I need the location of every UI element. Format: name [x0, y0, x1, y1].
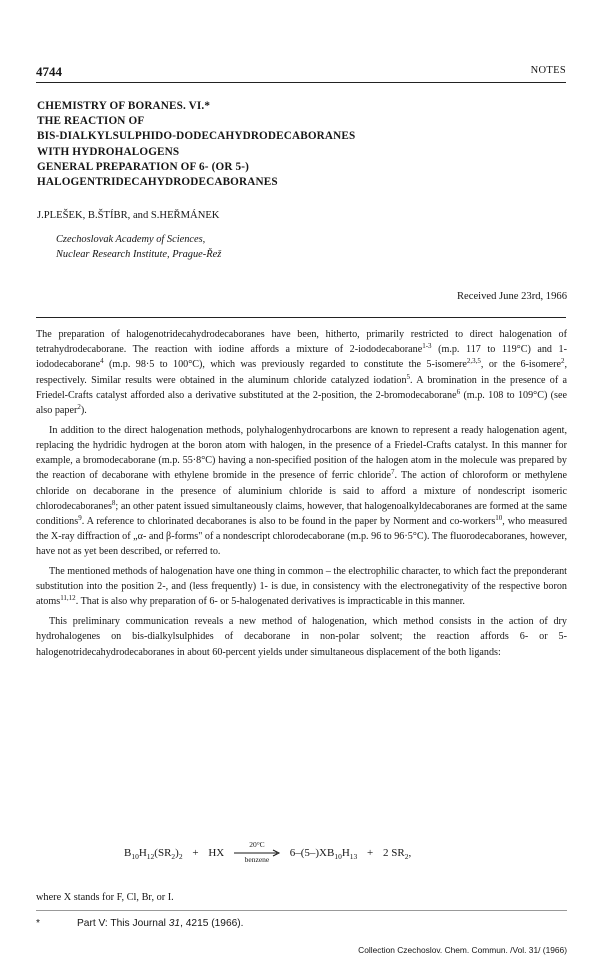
citation-ref: 4 — [100, 357, 104, 366]
paragraph-text: This preliminary communication reveals a new method of halogenation, which method consists in the action of dry hydrohalogenes on bis-dialkylsulphides of decaborane in non-polar solvent; the reaction affords 6- or 5-halogenotridecahydrodecaboranes in about 60-percent yields under simultaneous displacement of the both ligands: — [36, 616, 567, 658]
citation-ref: 2 — [560, 357, 565, 366]
authors: J.PLEŠEK, B.ŠTÍBR, and S.HEŘMÁNEK — [37, 210, 220, 221]
citation-ref: 1-3 — [422, 342, 432, 351]
reaction-equation — [124, 842, 411, 866]
arrow-condition-solvent: benzene — [244, 855, 270, 864]
citation-ref: 7 — [390, 468, 395, 477]
citation-ref: 5 — [406, 372, 411, 381]
paragraph-text: , or the 6-isomere — [480, 359, 561, 371]
footnote-volume: 31 — [168, 918, 181, 929]
paragraph-text: . A reference to chlorinated decaboranes is also to be found in the paper by Norment and co-workers — [81, 515, 496, 527]
title-line: THE REACTION OF — [37, 115, 145, 128]
footnote-mark: * — [36, 918, 40, 929]
paragraph-text: . A bromination in the presence of a Friedel-Crafts catalyst afforded also a derivative substituted at the 2-position, the 2-bromodecaborane — [36, 374, 567, 401]
paragraph-text: (m.p. 108 to 109°C) (see also paper — [36, 389, 567, 417]
title-line: WITH HYDROHALOGENS — [37, 145, 180, 158]
paragraph-text: . That is also why preparation of 6- or 5-halogenated derivatives is impracticable in this manner. — [75, 596, 465, 608]
citation-ref: 10 — [495, 513, 503, 522]
title-line: GENERAL PREPARATION OF 6- (OR 5-) — [37, 160, 250, 173]
body-rule — [36, 317, 566, 318]
reaction-arrow — [233, 842, 281, 864]
citation-ref: 9 — [78, 513, 82, 522]
article-title — [37, 99, 557, 190]
body-paragraph — [36, 327, 567, 418]
citation-ref: 11,12 — [60, 594, 76, 603]
affiliation-line: Nuclear Research Institute, Prague-Řež — [56, 249, 222, 260]
citation-ref: 6 — [456, 387, 461, 396]
received-date: Received June 23rd, 1966 — [456, 291, 567, 302]
body-paragraph — [36, 614, 567, 660]
where-clause: where X stands for F, Cl, Br, or I. — [36, 892, 174, 903]
paragraph-text: The mentioned methods of halogenation have one thing in common – the electrophilic character, to which fact the preponderant substitution into the position 2-, and (less frequently) 1- is due, in consistency with the electronegativity of the respective boron atoms — [36, 566, 567, 608]
citation-ref: 2 — [77, 403, 81, 412]
title-line: CHEMISTRY OF BORANES. VI.* — [37, 100, 211, 112]
product: $6-(5-)XB_{10}H_{13}$ — [289, 847, 358, 861]
paragraph-text: , who measured the X-ray diffraction of „α- and β-forms" of a nondescript chlorodecaborane (m.p. 96 to 96·5°C). The fluorodecaboranes, however, have not as yet been described, or referred to. — [36, 515, 568, 558]
plus-sign: + — [192, 847, 199, 859]
paragraph-text: ; an other patent issued simultaneously claims, however, that halogenoalkyldecaboranes are formed at the same conditions — [36, 500, 567, 527]
affiliation-line: Czechoslovak Academy of Sciences, — [56, 234, 206, 245]
journal-citation: Collection Czechoslov. Chem. Commun. /Vol. 31/ (1966) — [358, 945, 567, 955]
page-number: 4744 — [36, 64, 62, 79]
paragraph-text: . The action of chloroform or methylene chloride on decaborane in the presence of aluminium chloride is said to afford a mixture of nondescript isomeric chlorodecaboranes — [36, 470, 567, 512]
footnote-rule — [36, 910, 567, 911]
paragraph-text: ). — [80, 405, 87, 417]
byproduct: 2 $SR_2$, — [382, 847, 412, 861]
article-body — [36, 327, 567, 664]
running-header — [36, 64, 566, 80]
footnote: * Part V: This Journal 31, 4215 (1966). — [36, 918, 244, 929]
paragraph-text: In addition to the direct halogenation methods, polyhalogenhydrocarbons are known to represent a ready halogenation agent, replacing the hydridic hydrogen at the boron atom with halogen, in the presence of a Friedel-Crafts catalyst. In this manner for example, a bromodecaborane (m.p. 55·8°C) having a non-specified position of the halogen atom in the molecule was prepared by the reaction of decaborane with ethylene bromide in the presence of ferric chloride — [36, 424, 567, 482]
citation-ref: 2,3,5 — [466, 357, 481, 366]
arrow-condition-temp: 20°C — [249, 840, 265, 849]
paragraph-text: The preparation of halogenotridecahydrodecaboranes have been, hitherto, primarily restricted to direct halogenation of tetrahydrodecaborane. The reaction with iodine affords a mixture of 2-iododecaborane — [36, 329, 567, 356]
title-line: BIS-DIALKYLSULPHIDO-DODECAHYDRODECABORANES — [37, 130, 356, 143]
header-rule — [36, 82, 566, 83]
title-line: HALOGENTRIDECAHYDRODECABORANES — [37, 176, 278, 189]
reactant: $B_{10}H_{12}(SR_2)_2$ — [124, 847, 183, 861]
section-label: NOTES — [530, 65, 566, 76]
paragraph-text: (m.p. 117 to 119°C) and 1-iododecaborane — [36, 344, 567, 371]
paragraph-text: (m.p. 98·5 to 100°C), which was previously regarded to constitute the 5-isomere — [103, 359, 467, 371]
paragraph-text: , respectively. Similar results were obtained in the aluminum chloride catalyzed iodation — [36, 359, 567, 386]
affiliation — [56, 232, 221, 262]
body-paragraph — [36, 564, 567, 610]
citation-ref: 8 — [111, 498, 116, 507]
plus-sign: + — [367, 847, 374, 859]
body-paragraph — [36, 423, 567, 560]
reagent: HX — [208, 847, 225, 859]
